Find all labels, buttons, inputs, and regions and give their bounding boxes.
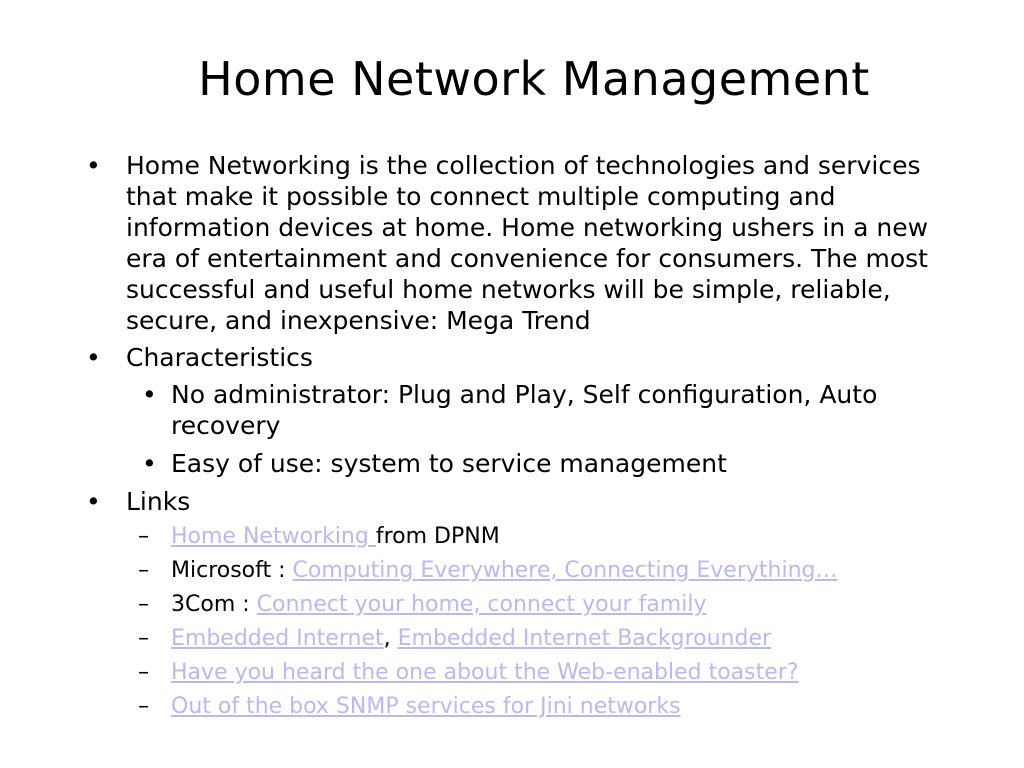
bullet-marker: • [86,151,101,180]
link-prefix-text: Microsoft : [171,558,293,583]
link-entry-embedded-internet [0,625,1024,653]
characteristics-label: Characteristics [126,343,313,372]
sub-bullet-text: Easy of use: system to service management [171,449,727,478]
link-entry-toaster [0,659,1024,687]
dash-marker: – [138,626,149,651]
link-computing-everywhere[interactable]: Computing Everywhere, Connecting Everything… [292,558,838,583]
link-entry-snmp-jini [0,693,1024,721]
sub-bullet-easy-of-use [0,448,1024,479]
bullet-marker: • [86,343,101,372]
link-connect-your-home[interactable]: Connect your home, connect your family [256,592,707,617]
link-prefix-text: 3Com : [171,592,257,617]
bullet-marker: • [142,449,157,478]
link-suffix-text: from DPNM [375,524,500,549]
sub-bullet-text: No administrator: Plug and Play, Self configuration, Auto recovery [171,380,878,440]
link-entry-microsoft [0,557,1024,585]
dash-marker: – [138,524,149,549]
intro-text: Home Networking is the collection of technologies and services that make it possible to connect multiple computing and information devices at home. Home networking ushers in a new era of entertainment and convenience for consumers. The most successful and useful home networks will be simple, reliable, secure, and inexpensive: Mega Trend [126,151,929,335]
dash-marker: – [138,660,149,685]
bullet-characteristics [0,342,1024,373]
slide-title: Home Network Management [198,52,870,106]
bullet-marker: • [142,380,157,409]
dash-marker: – [138,694,149,719]
slide-content [0,150,1024,727]
link-web-enabled-toaster[interactable]: Have you heard the one about the Web-enabled toaster? [171,660,799,685]
sub-bullet-no-administrator [0,379,1024,441]
bullet-links [0,486,1024,517]
link-entry-3com [0,591,1024,619]
links-label: Links [126,487,191,516]
dash-marker: – [138,558,149,583]
link-separator: , [383,626,398,651]
link-entry-home-networking [0,523,1024,551]
bullet-intro [0,150,1024,336]
link-embedded-internet[interactable]: Embedded Internet [171,626,384,651]
bullet-marker: • [86,487,101,516]
link-snmp-jini[interactable]: Out of the box SNMP services for Jini networks [171,694,681,719]
dash-marker: – [138,592,149,617]
link-embedded-internet-backgrounder[interactable]: Embedded Internet Backgrounder [397,626,772,651]
link-home-networking[interactable]: Home Networking [171,524,376,549]
